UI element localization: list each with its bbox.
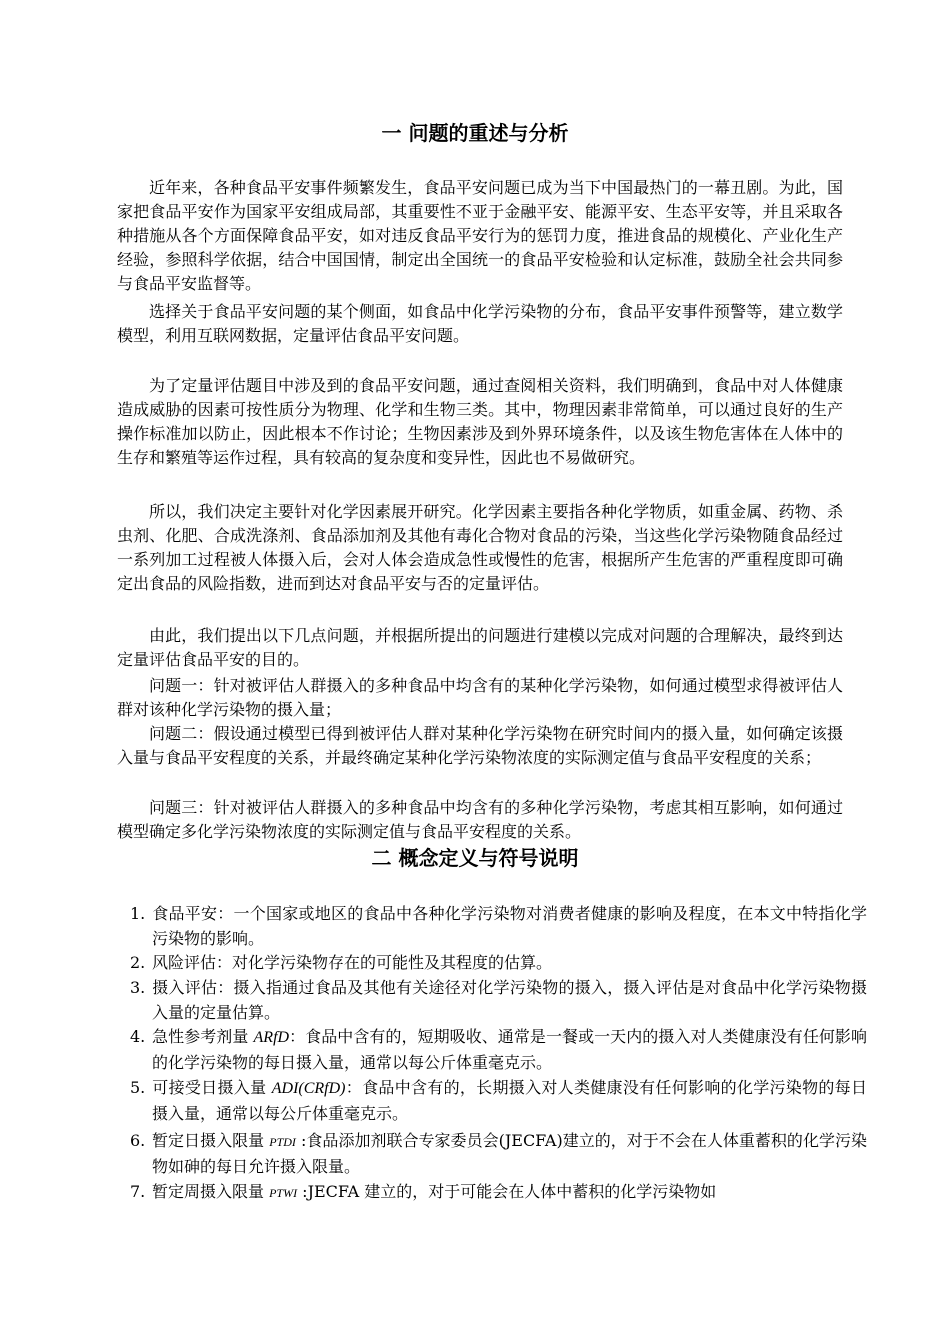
item-number: 1.	[130, 904, 146, 923]
item-text-rest: :JECFA 建立的，对于可能会在人体中蓄积的化学污染物如	[297, 1182, 717, 1201]
paragraph-task: 选择关于食品平安问题的某个侧面，如食品中化学污染物的分布，食品平安事件预警等，建立数学模型，利用互联网数据，定量评估食品平安问题。	[117, 302, 843, 345]
item-text: 暂定日摄入限量	[152, 1131, 270, 1150]
symbol-arfd: ARfD	[253, 1029, 290, 1046]
item-text: 食品平安：一个国家或地区的食品中各种化学污染物对消费者健康的影响及程度，在本文中特指化学污染物的影响。	[152, 904, 867, 948]
paragraph-chemical: 所以，我们决定主要针对化学因素展开研究。化学因素主要指各种化学物质，如重金属、药物、杀虫剂、化肥、合成洗涤剂、食品添加剂及其他有毒化合物对食品的污染，当这些化学污染物随食品经过一系列加工过程被人体摄入后，会对人体会造成急性或慢性的危害，根据所产生危害的严重程度即可确定出食品的风险指数，进而到达对食品平安与否的定量评估。	[117, 502, 843, 593]
symbol-adi: ADI(CRfD)	[271, 1080, 346, 1097]
paragraph-problem-2: 问题二：假设通过模型已得到被评估人群对某种化学污染物在研究时间内的摄入量，如何确定该摄入量与食品平安程度的关系，并最终确定某种化学污染物浓度的实际测定值与食品平安程度的关系；	[117, 724, 843, 767]
definition-item	[130, 976, 867, 1025]
item-text: 暂定周摄入限量	[152, 1182, 270, 1201]
symbol-ptdi: PTDI	[269, 1135, 296, 1149]
paragraph-problem-1: 问题一：针对被评估人群摄入的多种食品中均含有的某种化学污染物，如何通过模型求得被评估人群对该种化学污染物的摄入量；	[117, 676, 843, 719]
item-number: 2.	[130, 953, 146, 972]
section-2-title: 二 概念定义与符号说明	[371, 846, 579, 870]
definition-item	[130, 951, 867, 976]
paragraph-problem-3: 问题三：针对被评估人群摄入的多种食品中均含有的多种化学污染物，考虑其相互影响，如何通过模型确定多化学污染物浓度的实际测定值与食品平安程度的关系。	[117, 798, 843, 841]
item-text: 急性参考剂量	[152, 1027, 254, 1046]
item-text: 摄入评估：摄入指通过食品及其他有关途径对化学污染物的摄入，摄入评估是对食品中化学污染物摄入量的定量估算。	[152, 978, 867, 1022]
paragraph-factors: 为了定量评估题目中涉及到的食品平安问题，通过查阅相关资料，我们明确到，食品中对人体健康造成威胁的因素可按性质分为物理、化学和生物三类。其中，物理因素非常简单，可以通过良好的生产操作标准加以防止，因此根本不作讨论；生物因素涉及到外界环境条件，以及该生物危害体在人体中的生存和繁殖等运作过程，具有较高的复杂度和变异性，因此也不易做研究。	[117, 376, 843, 467]
item-text: 风险评估：对化学污染物存在的可能性及其程度的估算。	[152, 953, 553, 972]
definition-item	[130, 1129, 867, 1179]
item-number: 6.	[130, 1131, 146, 1150]
item-number: 7.	[130, 1182, 146, 1201]
item-number: 4.	[130, 1027, 146, 1046]
definition-item	[130, 902, 867, 951]
item-text-rest: :食品添加剂联合专家委员会(JECFA)建立的，对于不会在人体重蓄积的化学污染物如砷的每日允许摄入限量。	[152, 1131, 867, 1176]
symbol-ptwi: PTWI	[269, 1186, 298, 1200]
definition-item	[130, 1180, 867, 1206]
paragraph-background: 近年来，各种食品平安事件频繁发生，食品平安问题已成为当下中国最热门的一幕丑剧。为此，国家把食品平安作为国家平安组成局部，其重要性不亚于金融平安、能源平安、生态平安等，并且采取各种措施从各个方面保障食品平安，如对违反食品平安行为的惩罚力度，推进食品的规模化、产业化生产经验，参照科学依据，结合中国国情，制定出全国统一的食品平安检验和认定标准，鼓励全社会共同参与食品平安监督等。	[117, 178, 843, 293]
definition-item	[130, 1025, 867, 1075]
definition-item	[130, 1076, 867, 1126]
item-text-rest: ：食品中含有的，短期吸收、通常是一餐或一天内的摄入对人类健康没有任何影响的化学污染物的每日摄入量，通常以每公斤体重毫克示。	[152, 1027, 867, 1072]
section-1-title: 一 问题的重述与分析	[381, 121, 569, 145]
paragraph-problems-intro: 由此，我们提出以下几点问题，并根据所提出的问题进行建模以完成对问题的合理解决，最终到达定量评估食品平安的目的。	[117, 626, 843, 669]
item-text: 可接受日摄入量	[152, 1078, 272, 1097]
item-number: 5.	[130, 1078, 146, 1097]
item-text-rest: ：食品中含有的，长期摄入对人类健康没有任何影响的化学污染物的每日摄入量，通常以每公斤体重毫克示。	[152, 1078, 867, 1123]
item-number: 3.	[130, 978, 146, 997]
